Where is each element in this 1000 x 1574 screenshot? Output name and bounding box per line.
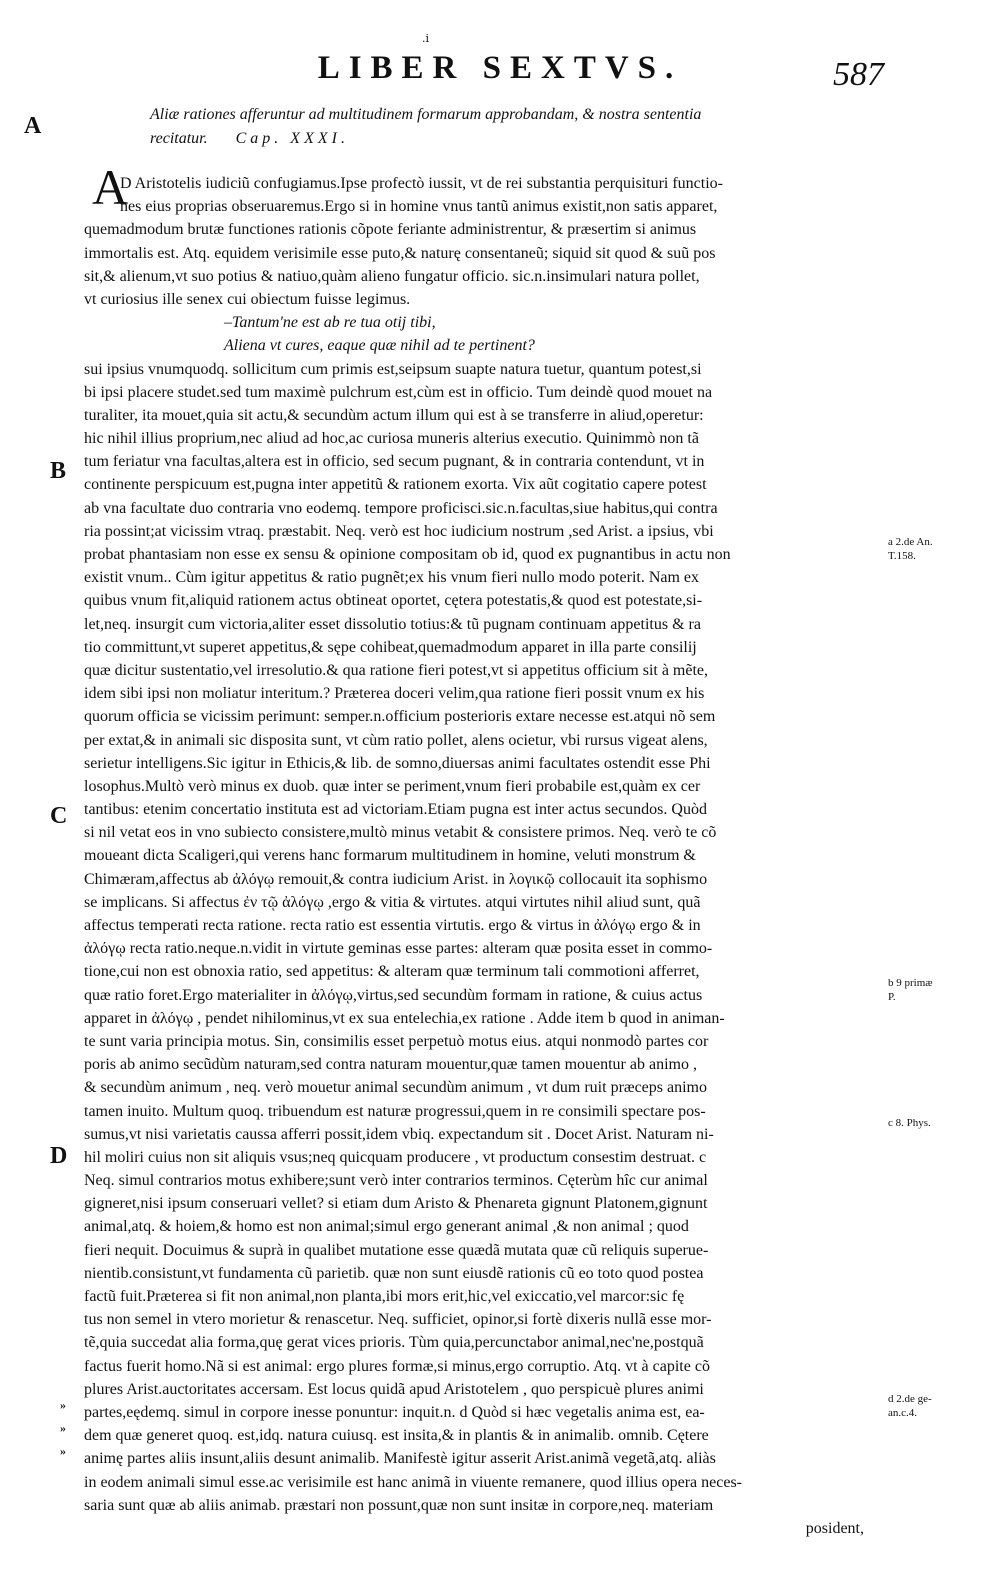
printer-mark: .i xyxy=(422,32,430,45)
text-line: continente perspicuum est,pugna inter appetitũ & rationem exorta. Vix aũt cogitatio capere potest xyxy=(84,476,707,494)
text-line: hil moliri cuius non sit aliquis vsus;neq quicquam producere , vt productum consestim destruat. c xyxy=(84,1148,707,1166)
margin-note-b-line-2: P. xyxy=(888,991,896,1003)
chapter-title-line-1: Aliæ rationes afferuntur ad multitudinem formarum approbandam, & nostra sententia xyxy=(150,106,702,123)
chapter-label: Cap. XXXI. xyxy=(235,130,349,147)
text-line: fieri nequit. Docuimus & suprà in qualibet mutatione esse quædã mutata quæ cũ reliquis superue- xyxy=(84,1241,709,1259)
text-line: tio committunt,vt superet appetitus,& sępe cohibeat,quemadmodum apparet in illa parte consilij xyxy=(84,638,697,656)
text-line: quorum officia se vicissim perimunt: semper.n.officium posterioris extare necesse est.atqui nõ sem xyxy=(84,708,716,726)
margin-note-d-line-1: d 2.de ge- xyxy=(888,1393,932,1405)
margin-note-a-line-1: a 2.de An. xyxy=(888,536,933,548)
page-number: 587 xyxy=(833,56,884,93)
text-line: quibus vnum fit,aliquid rationem actus obtineat oportet, cętera potestatis,& quod est potestate,si- xyxy=(84,592,703,610)
text-line: affectus temperati recta ratione. recta ratio est essentia virtutis. ergo & virtus in ἀλόγῳ ergo & in xyxy=(84,917,701,934)
drop-capital: A xyxy=(92,159,129,215)
text-line: idem sibi ipsi non moliatur interitum.? Præterea doceri velim,qua ratione fieri possit vnum ex his xyxy=(84,685,705,703)
text-line: nes eius proprias obseruaremus.Ergo si in homine vnus tantũ animus existit,non satis apparet, xyxy=(120,198,718,216)
text-line: posident, xyxy=(805,1519,864,1537)
text-line: tẽ,quia succedat alia forma,quę gerat vices prioris. Tùm quia,percunctabor animal,nec'ne,postquã xyxy=(84,1334,704,1352)
text-line: apparet in ἀλόγῳ , pendet nihilominus,vt ex sua entelechia,ex ratione . Adde item b quod in animan- xyxy=(84,1009,725,1027)
text-line: probat phantasiam non esse ex sensu & opinione compositam ob id, quod ex pugnantibus in actu non xyxy=(84,546,731,563)
text-line: gigneret,nisi ipsum conseruari vellet? si etiam dum Aristo & Phenareta gignunt Platonem,gignunt xyxy=(84,1195,708,1213)
text-line: D Aristotelis iudiciũ confugiamus.Ipse profectò iussit, vt de rei substantia perquisituri functio- xyxy=(120,175,723,192)
margin-note-a xyxy=(888,535,933,563)
text-line: se implicans. Si affectus ἐν τῷ ἀλόγῳ ,ergo & vitia & virtutes. atqui virtutes nihil aliud sunt, quã xyxy=(84,893,701,911)
text-line: ἀλόγῳ recta ratio.neque.n.vidit in virtute geminas esse partes: alteram quæ posita esset in commo- xyxy=(84,940,713,958)
margin-note-c: c 8. Phys. xyxy=(888,1117,931,1129)
text-line: bi ipsi placere studet.sed tum maximè pulchrum est,cùm est in officio. Tum deindè quod mouet na xyxy=(84,383,713,401)
chapter-title-line-2 xyxy=(150,127,870,151)
section-letter-a: A xyxy=(24,113,42,139)
margin-note-b xyxy=(888,976,933,1004)
text-line: nientib.consistunt,vt fundamenta cũ parietib. quæ non sunt eiusdẽ rationis cũ eo toto quod postea xyxy=(84,1264,704,1282)
section-letter-d: D xyxy=(50,1143,68,1169)
text-line: tum feriatur vna facultas,altera est in officio, sed secum pugnant, & in contraria contendunt, vt in xyxy=(84,453,705,471)
text-line: tione,cui non est obnoxia ratio, sed appetitus: & alteram quæ terminum tali commotioni afferret, xyxy=(84,963,700,981)
text-line: let,neq. insurgit cum victoria,aliter esset dissolutio totius:& tũ pugnam continuam appetitus & ra xyxy=(84,615,701,633)
text-line: te sunt varia principia motus. Sin, consimilis esset perpetuò motus eius. atqui nonmodò partes cor xyxy=(84,1032,709,1050)
text-line: animę partes aliis insunt,aliis desunt animalib. Manifestè igitur asserit Arist.animã vegetã,atq. aliàs xyxy=(84,1450,716,1468)
chapter-title xyxy=(150,103,870,151)
section-letter-b: B xyxy=(50,458,67,484)
text-line: factus fuerit homo.Nã si est animal: ergo plures formæ,si minus,ergo corruptio. Atq. vt à capite cõ xyxy=(84,1357,710,1375)
margin-note-d xyxy=(888,1392,932,1420)
text-line: poris ab animo secũdùm naturam,sed contra naturam mouentur,quæ tamen mouentur ab animo , xyxy=(84,1056,697,1074)
text-line: per extat,& in animali sic disposita sunt, vt cùm ratio pollet, alens ocietur, vbi rursus vigeat alens, xyxy=(84,731,708,749)
quotation-mark-1: » xyxy=(60,1398,66,1412)
margin-note-b-line-1: b 9 primæ xyxy=(888,977,933,989)
text-line: sui ipsius vnumquodq. sollicitum cum primis est,seipsum suapte natura tuetur, quantum potest,si xyxy=(84,360,702,378)
quotation-mark-2: » xyxy=(60,1421,66,1435)
text-line: plures Arist.auctoritates accersam. Est locus quidã apud Aristotelem , quo perspicuè plures animi xyxy=(84,1380,704,1398)
text-line: tamen inuito. Multum quoq. tribuendum est naturæ progressui,quem in re consimili spectare pos- xyxy=(84,1102,706,1120)
text-line: losophus.Multò verò minus ex duob. quæ inter se periment,vnum fieri probabile est,quàm ex cer xyxy=(84,777,701,795)
margin-note-d-line-2: an.c.4. xyxy=(888,1407,918,1419)
text-line: Chimæram,affectus ab ἀλόγῳ remouit,& contra iudicium Arist. in λογικῷ collocauit ita sophismo xyxy=(84,870,708,888)
text-line: saria sunt quæ ab aliis animab. præstari non possunt,quæ non sunt insitæ in corpore,neq. materiam xyxy=(84,1496,714,1514)
running-head: LIBER SEXTVS. xyxy=(317,50,683,86)
text-line: serietur intelligens.Sic igitur in Ethicis,& lib. de somno,diuersas animi facultates ostendit esse Phi xyxy=(84,754,711,772)
text-line: Neq. simul contrarios motus exhibere;sunt verò inter contrarios terminos. Cęterùm hîc cur animal xyxy=(84,1172,708,1190)
text-line: vt curiosius ille senex cui obiectum fuisse legimus. xyxy=(84,290,411,308)
chapter-title-recitatur: recitatur. xyxy=(150,130,208,147)
text-line: Aliena vt cures, eaque quæ nihil ad te pertinent? xyxy=(224,337,535,355)
text-line: sit,& alienum,vt suo potius & natiuo,quàm alieno fungatur officio. sic.n.insimulari natura pollet, xyxy=(84,267,700,285)
text-line: quæ ratio foret.Ergo materialiter in ἀλόγῳ,virtus,sed secundùm formam in ratione, & cuius actus xyxy=(84,986,703,1004)
text-line: quemadmodum brutæ functiones rationis cõpote feriante administrentur, & præsertim si animus xyxy=(84,221,697,239)
text-line: –Tantum'ne est ab re tua otij tibi, xyxy=(224,314,436,332)
text-line: & secundùm animum , neq. verò mouetur animal secundùm animum , vt dum ruit præceps animo xyxy=(84,1079,707,1097)
margin-note-a-line-2: T.158. xyxy=(888,550,916,562)
text-line: tantibus: etenim concertatio instituta est ad victoriam.Etiam pugna est inter actus secundos. Quòd xyxy=(84,801,707,819)
text-line: ria possint;at vicissim vtraq. præstabit. Neq. verò est hoc iudicium nostrum ,sed Arist. a ipsius, vbi xyxy=(84,522,714,540)
text-line: factũ fuit.Præterea si fit non animal,non planta,ibi mors erit,hic,vel exiccatio,vel marcor:sic fę xyxy=(84,1288,685,1305)
text-line: existit vnum.. Cùm igitur appetitus & ratio pugnẽt;ex his vnum fieri nullo modo poterit. Nam ex xyxy=(84,569,700,587)
text-line: tus non semel in vtero morietur & renascetur. Neq. sufficiet, opinor,si fortè dixeris nullã esse mor- xyxy=(84,1311,712,1329)
text-line: hic nihil illius proprium,nec aliud ad hoc,ac curiosa muneris alterius executio. Quinimmò non tã xyxy=(84,430,699,448)
section-letter-c: C xyxy=(50,803,68,829)
text-line: sumus,vt nisi varietatis caussa afferri possit,idem vbiq. expectandum sit . Docet Arist. Naturam ni- xyxy=(84,1125,714,1143)
text-line: in eodem animali simul esse.ac verisimile est hanc animã in viuente remanere, quod illius opera neces- xyxy=(84,1473,742,1491)
text-line: dem quæ generet quoq. est,idq. natura cuiusq. est insita,& in plantis & in animalib. omnib. Cętere xyxy=(84,1427,709,1445)
text-line: immortalis est. Atq. equidem verisimile esse puto,& naturę consentaneũ; siquid sit quod & suũ pos xyxy=(84,244,716,262)
quotation-mark-3: » xyxy=(60,1444,66,1458)
text-line: moueant dicta Scaligeri,qui verens hanc formarum multitudinem in homine, veluti monstrum & xyxy=(84,847,696,865)
text-line: partes,eędemq. simul in corpore inesse ponuntur: inquit.n. d Quòd si hæc vegetalis anima est, ea- xyxy=(84,1403,705,1421)
text-line: animal,atq. & hoiem,& homo est non animal;simul ergo generant animal ,& non animal ; quod xyxy=(84,1218,689,1236)
text-line: quæ dicitur sustentatio,vel irresolutio.& qua ratione fieri potest,vt si appetitus officium sit à mẽte, xyxy=(84,661,709,679)
body-text xyxy=(84,172,884,1540)
text-line: si nil vetat eos in vno subiecto consistere,multò minus vetabit & consistere primos. Neq. verò te cõ xyxy=(84,824,717,842)
text-line: turaliter, ita mouet,quia sit actu,& secundùm actum illum qui est à se transferre in aliud,operetur: xyxy=(84,406,704,424)
text-line: ab vna facultate duo contraria vno eodemq. tempore proficisci.sic.n.facultas,siue habitus,qui contra xyxy=(84,499,718,517)
